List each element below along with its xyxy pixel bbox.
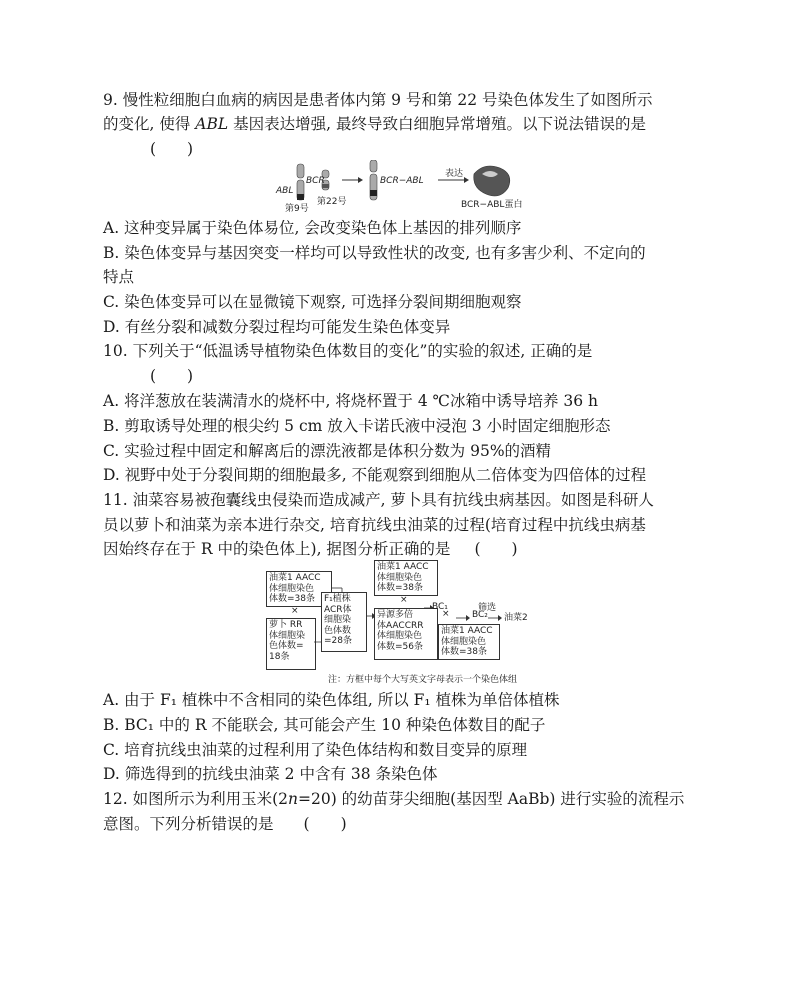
q9-option-b-line1: B. 染色体变异与基因突变一样均可以导致性状的改变, 也有多害少利、不定向的 [103, 244, 646, 262]
label-screen: 筛选 [478, 603, 497, 613]
gene-abl: ABL [195, 115, 229, 133]
label-rape2: 油菜2 [504, 613, 528, 623]
q9-option-d: D. 有丝分裂和减数分裂过程均可能发生染色体变异 [103, 318, 451, 336]
box-f1-plant: F₁植株 ACR体 细胞染 色体数 =28条 [321, 592, 367, 652]
q10-option-c: C. 实验过程中固定和解离后的漂洗液都是体积分数为 95%的酒精 [103, 442, 552, 460]
box-rape1-mid: 油菜1 AACC 体细胞染色 体数=38条 [374, 560, 438, 596]
q9-option-b-line2: 特点 [103, 268, 135, 286]
q11-option-a: A. 由于 F₁ 植株中不含相同的染色体组, 所以 F₁ 植株为单倍体植株 [103, 691, 560, 709]
q9-stem-line2: 的变化, 使得 ABL 基因表达增强, 最终导致白细胞异常增殖。以下说法错误的是 [103, 115, 646, 133]
q11-option-b: B. BC₁ 中的 R 不能联会, 其可能会产生 10 种染色体数目的配子 [103, 716, 546, 734]
q9-stem-line1: 9. 慢性粒细胞白血病的病因是患者体内第 9 号和第 22 号染色体发生了如图所示 [103, 91, 653, 109]
box-rape1-backcross: 油菜1 AACC 体细胞染色 体数=38条 [438, 624, 500, 660]
q10-answer-paren: ( ) [150, 367, 194, 385]
q11-stem-line3: 因始终存在于 R 中的染色体上), 据图分析正确的是 ( ) [103, 540, 518, 558]
q9-option-a: A. 这种变异属于染色体易位, 会改变染色体上基因的排列顺序 [103, 219, 522, 237]
label-chr22: 第22号 [317, 197, 347, 207]
q10-option-d: D. 视野中处于分裂间期的细胞最多, 不能观察到细胞从二倍体变为四倍体的过程 [103, 466, 647, 484]
box-allopolyploid: 异源多倍 体AACCRR 体细胞染色 体数=56条 [374, 608, 438, 660]
label-chr9: 第9号 [285, 204, 309, 214]
q12-answer-paren: ( ) [303, 815, 347, 833]
q10-option-b: B. 剪取诱导处理的根尖约 5 cm 放入卡诺氏液中浸泡 3 小时固定细胞形态 [103, 417, 611, 435]
label-bc1: BC₁ [432, 602, 448, 612]
q10-stem: 10. 下列关于“低温诱导植物染色体数目的变化”的实验的叙述, 正确的是 [103, 342, 593, 360]
figure-note: 注：方框中每个大写英文字母表示一个染色体组 [328, 675, 518, 685]
cross-symbol-3: × [442, 609, 450, 619]
label-bcr: BCR [306, 176, 325, 186]
q9-answer-paren: ( ) [150, 140, 194, 158]
q9-option-c: C. 染色体变异可以在显微镜下观察, 可选择分裂间期细胞观察 [103, 293, 522, 311]
label-bcr-abl-protein: BCR−ABL蛋白 [461, 200, 523, 210]
label-bc2: BC₂ [472, 610, 488, 620]
label-bcr-abl: BCR−ABL [380, 176, 424, 186]
box-rape1-parent: 油菜1 AACC 体细胞染色 体数=38条 [266, 571, 332, 607]
cross-symbol-1: × [291, 606, 299, 616]
q11-answer-paren: ( ) [474, 540, 518, 558]
label-express: 表达 [445, 169, 464, 179]
q11-option-c: C. 培育抗线虫油菜的过程利用了染色体结构和数目变异的原理 [103, 741, 528, 759]
q11-stem-line2: 员以萝卜和油菜为亲本进行杂交, 培育抗线虫油菜的过程(培育过程中抗线虫病基 [103, 516, 646, 534]
q10-option-a: A. 将洋葱放在装满清水的烧杯中, 将烧杯置于 4 ℃冰箱中诱导培养 36 h [103, 392, 599, 410]
box-radish-parent: 萝卜 RR 体细胞染 色体数= 18条 [266, 618, 316, 670]
q11-stem-line1: 11. 油菜容易被孢囊线虫侵染而造成减产, 萝卜具有抗线虫病基因。如图是科研人 [103, 491, 654, 509]
q12-stem-line1: 12. 如图所示为利用玉米(2n=20) 的幼苗芽尖细胞(基因型 AaBb) 进行实验的流程示 [103, 790, 685, 808]
label-abl: ABL [276, 186, 294, 196]
cross-symbol-2: × [400, 595, 408, 605]
q12-stem-line2: 意图。下列分析错误的是 ( ) [103, 815, 347, 833]
q11-option-d: D. 筛选得到的抗线虫油菜 2 中含有 38 条染色体 [103, 765, 438, 783]
